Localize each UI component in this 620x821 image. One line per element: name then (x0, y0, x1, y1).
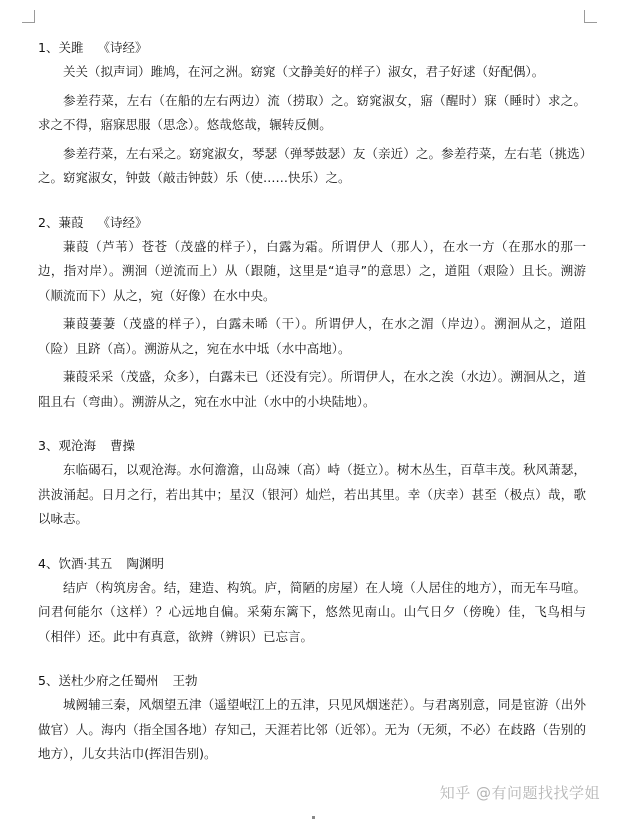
poem-title: 1、关雎 (38, 40, 84, 55)
poem-paragraph: 蒹葭萋萋（茂盛的样子），白露未晞（干）。所谓伊人，在水之湄（岸边）。溯洄从之，道阻（险）且跻（高）。溯游从之，宛在水中坻（水中高地）。 (38, 316, 586, 356)
poem-paragraph: 城阙辅三秦，风烟望五津（遥望岷江上的五津，只见风烟迷茫）。与君离别意，同是宦游（出外做官）人。海内（指全国各地）存知己，天涯若比邻（近邻）。无为（无须，不必）在歧路（告别的地方），儿女共沾巾(挥泪告别)。 (38, 697, 586, 761)
poem-title: 5、送杜少府之任蜀州 (38, 673, 159, 688)
page-corner-mark-top-right (584, 10, 597, 23)
page-corner-mark-top-left (22, 10, 35, 23)
poem-author: 《诗经》 (97, 214, 148, 230)
poem-paragraph: 关关（拟声词）雎鸠，在河之洲。窈窕（文静美好的样子）淑女，君子好逑（好配偶）。 (63, 64, 545, 79)
poem-paragraph: 东临碣石，以观沧海。水何澹澹，山岛竦（高）峙（挺立）。树木丛生，百草丰茂。秋风萧瑟，洪波涌起。日月之行，若出其中；星汉（银河）灿烂，若出其里。幸（庆幸）甚至（极点）哉，歌以咏志。 (38, 462, 586, 526)
document-content (38, 36, 586, 787)
poem-heading (38, 434, 586, 458)
poem-section (38, 211, 586, 415)
poem-heading (38, 552, 586, 576)
poem-heading (38, 211, 586, 235)
poem-section (38, 434, 586, 532)
page-bottom-marker (312, 816, 315, 819)
poem-author: 陶渊明 (126, 555, 164, 571)
poem-author: 曹操 (109, 438, 135, 453)
poem-title: 4、饮酒·其五 (38, 555, 113, 571)
watermark-text: 知乎 @有问题找找学姐 (439, 784, 600, 802)
poem-heading (38, 669, 586, 693)
poem-title: 3、观沧海 (38, 438, 96, 453)
poem-section (38, 552, 586, 650)
poem-paragraph: 参差荇菜，左右采之。窈窕淑女，琴瑟（弹琴鼓瑟）友（亲近）之。参差荇菜，左右芼（挑选）之。窈窕淑女，钟鼓（敲击钟鼓）乐（使……快乐）之。 (38, 145, 586, 185)
poem-paragraph: 参差荇菜，左右（在船的左右两边）流（捞取）之。窈窕淑女，寤（醒时）寐（睡时）求之。求之不得，寤寐思服（思念）。悠哉悠哉，辗转反侧。 (38, 92, 586, 132)
poem-section (38, 669, 586, 767)
poem-author: 《诗经》 (97, 40, 148, 55)
poem-section (38, 36, 586, 191)
poem-paragraph: 蒹葭采采（茂盛，众多），白露未已（还没有完）。所谓伊人，在水之涘（水边）。溯洄从之，道阻且右（弯曲）。溯游从之，宛在水中沚（水中的小块陆地）。 (38, 369, 586, 409)
poem-paragraph: 结庐（构筑房舍。结，建造、构筑。庐，简陋的房屋）在人境（人居住的地方），而无车马喧。问君何能尔（这样）？心远地自偏。采菊东篱下，悠然见南山。山气日夕（傍晚）佳，飞鸟相与（相伴）还。此中有真意，欲辨（辨识）已忘言。 (38, 579, 586, 644)
poem-paragraph: 蒹葭（芦苇）苍苍（茂盛的样子），白露为霜。所谓伊人（那人），在水一方（在那水的那一边，指对岸）。溯洄（逆流而上）从（跟随，这里是“追寻”的意思）之，道阻（艰险）且长。溯游（顺流而下）从之，宛（好像）在水中央。 (38, 238, 586, 303)
poem-heading (38, 36, 586, 60)
poem-author: 王勃 (172, 673, 198, 688)
poem-title: 2、蒹葭 (38, 214, 84, 230)
